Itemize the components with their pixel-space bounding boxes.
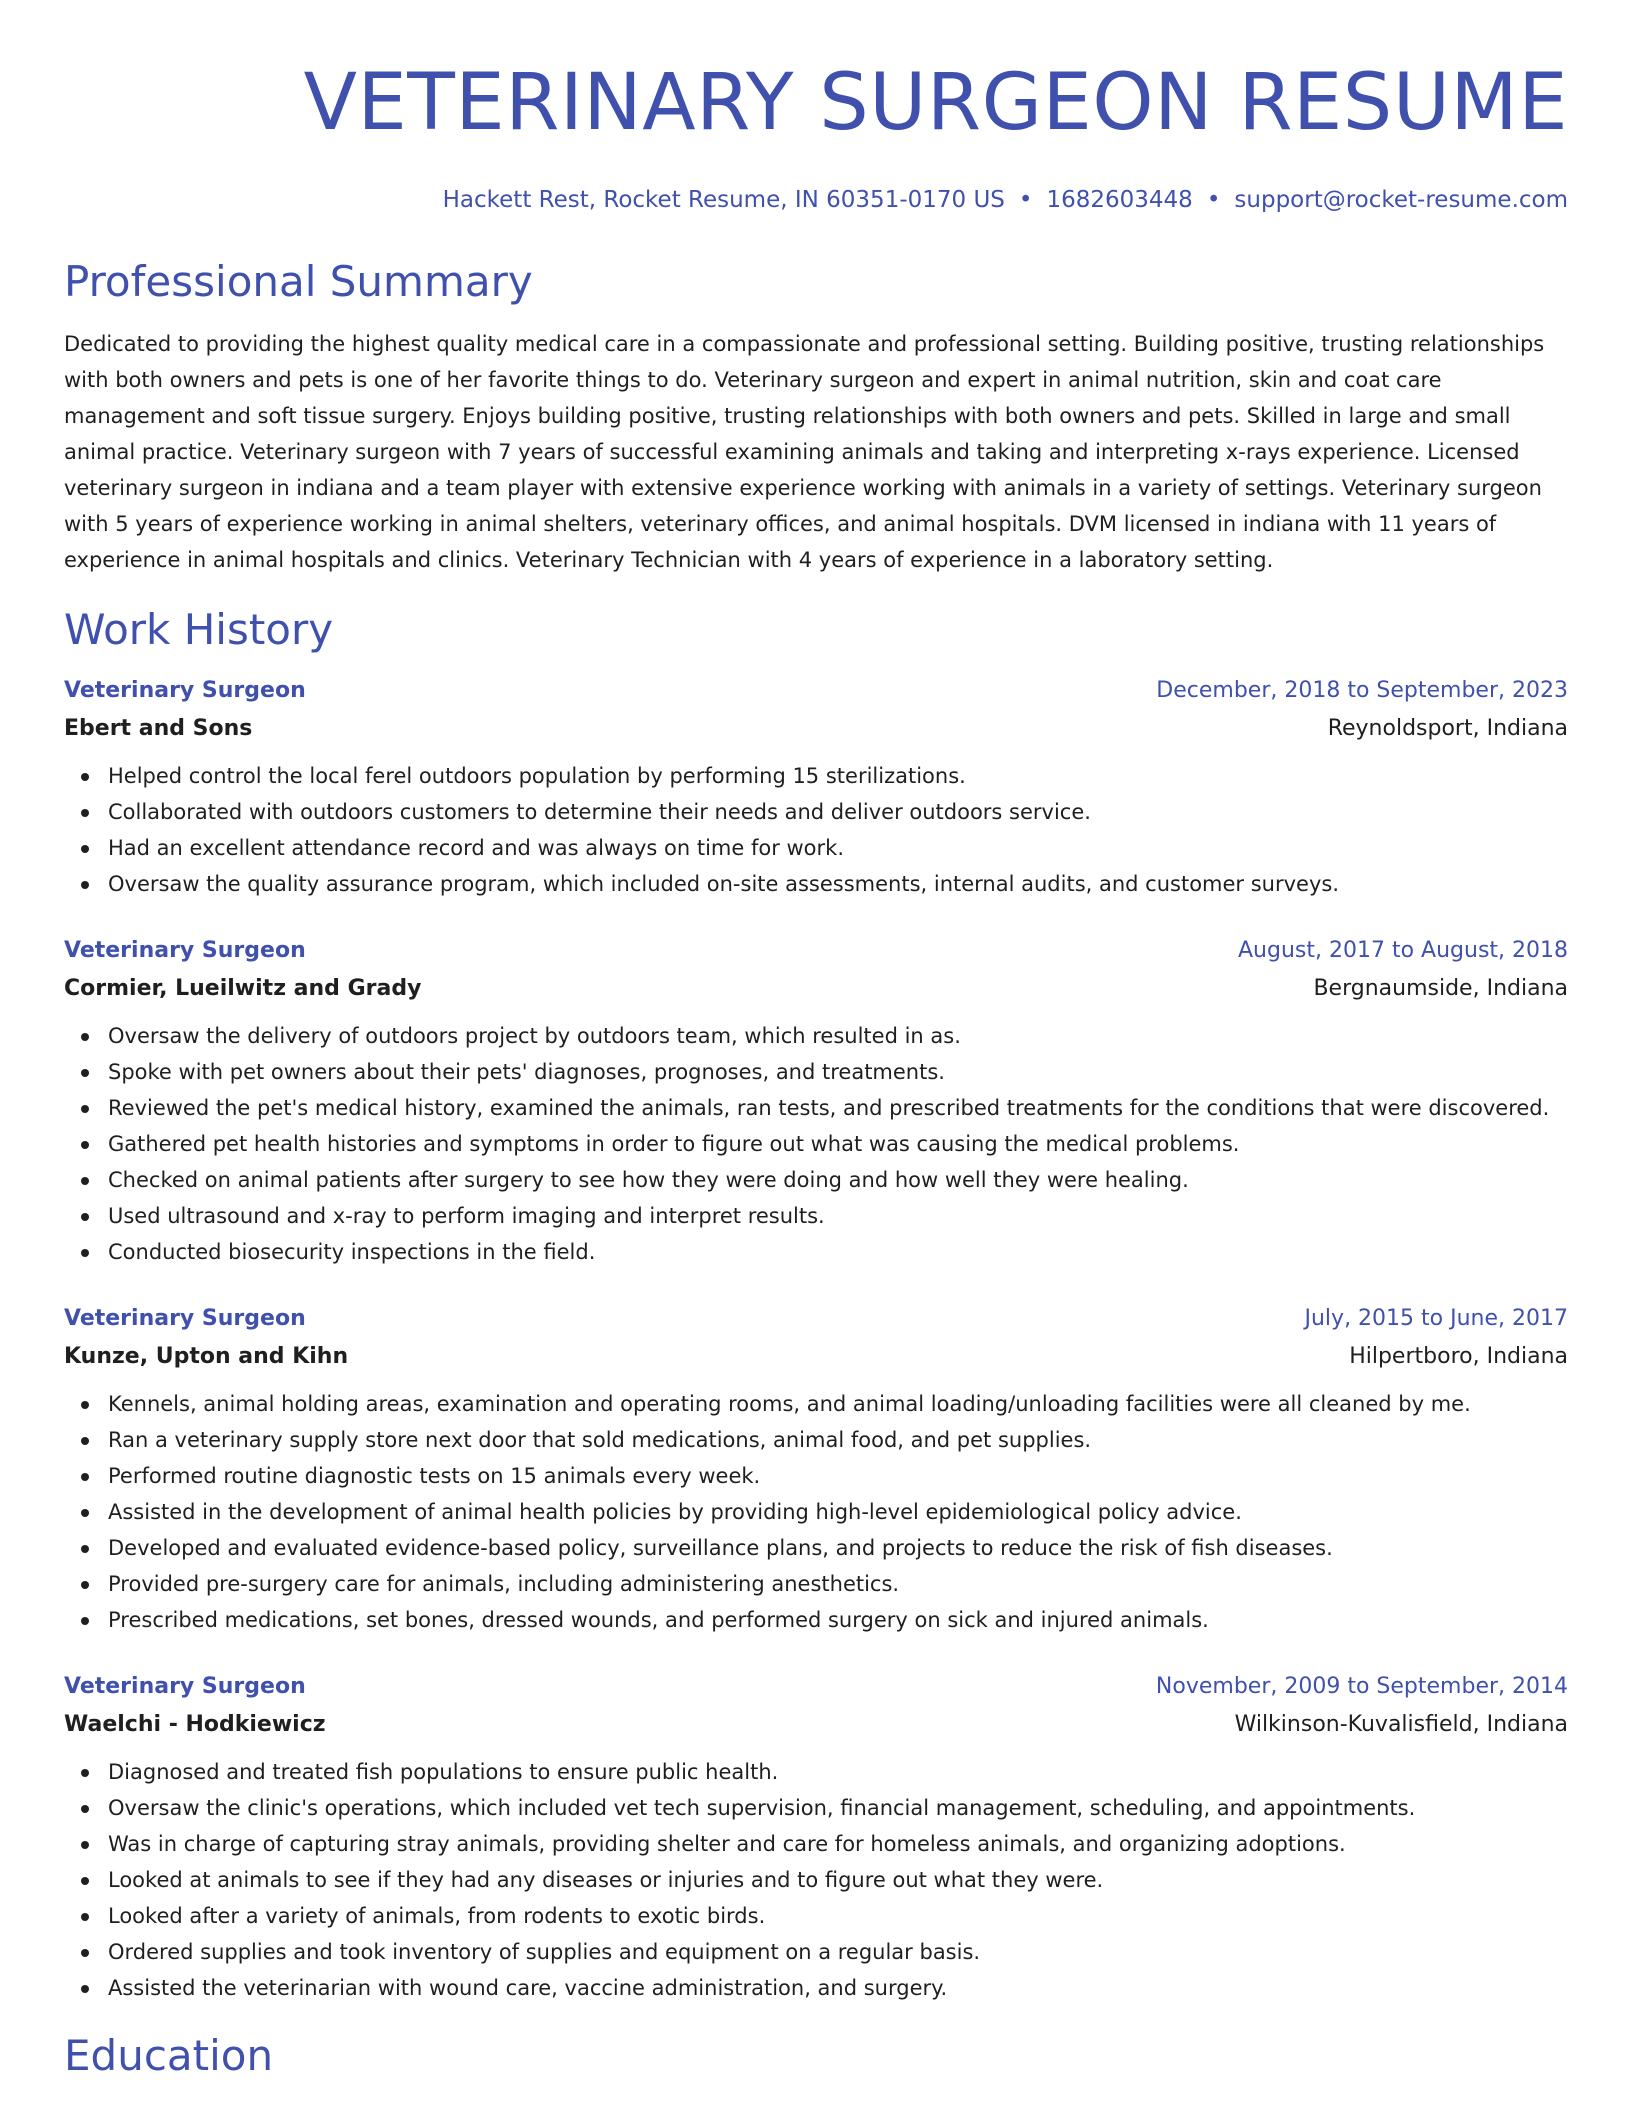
job-bullet: Assisted the veterinarian with wound care, vaccine administration, and surgery. [108, 1970, 1568, 2006]
job-location: Reynoldsport, Indiana [1327, 716, 1568, 741]
job-bullet: Kennels, animal holding areas, examination and operating rooms, and animal loading/unloading facilities were all cleaned by me. [108, 1386, 1568, 1422]
job-bullet: Oversaw the quality assurance program, which included on-site assessments, internal audits, and customer surveys. [108, 866, 1568, 902]
contact-line [64, 184, 1568, 216]
job-bullet: Looked at animals to see if they had any diseases or injuries and to figure out what they were. [108, 1862, 1568, 1898]
job-role: Veterinary Surgeon [64, 938, 306, 963]
job-title-row [64, 1668, 1568, 1706]
job-bullet: Was in charge of capturing stray animals, providing shelter and care for homeless animals, and organizing adoptions. [108, 1826, 1568, 1862]
job-bullet: Developed and evaluated evidence-based policy, surveillance plans, and projects to reduce the risk of fish diseases. [108, 1530, 1568, 1566]
job-role: Veterinary Surgeon [64, 1306, 306, 1331]
job-bullet: Diagnosed and treated fish populations to ensure public health. [108, 1754, 1568, 1790]
job-bullet-list [64, 758, 1568, 902]
job-bullet: Prescribed medications, set bones, dressed wounds, and performed surgery on sick and injured animals. [108, 1602, 1568, 1638]
job-dates: July, 2015 to June, 2017 [1304, 1306, 1568, 1331]
job-title-row [64, 1300, 1568, 1338]
job-entry [64, 932, 1568, 1270]
job-title-row [64, 932, 1568, 970]
work-history-list [64, 672, 1568, 2006]
job-bullet-list [64, 1754, 1568, 2006]
job-company-row [64, 1338, 1568, 1376]
job-entry [64, 1668, 1568, 2006]
job-bullet: Gathered pet health histories and symptoms in order to figure out what was causing the medical problems. [108, 1126, 1568, 1162]
job-bullet: Ordered supplies and took inventory of supplies and equipment on a regular basis. [108, 1934, 1568, 1970]
education-heading: Education [64, 2031, 274, 2080]
job-location: Wilkinson-Kuvalisfield, Indiana [1234, 1712, 1568, 1737]
job-company-row [64, 970, 1568, 1008]
job-company: Kunze, Upton and Kihn [64, 1344, 349, 1369]
job-bullet: Collaborated with outdoors customers to determine their needs and deliver outdoors service. [108, 794, 1568, 830]
job-bullet: Helped control the local ferel outdoors population by performing 15 sterilizations. [108, 758, 1568, 794]
contact-separator: • [1206, 187, 1221, 213]
job-entry [64, 672, 1568, 902]
job-bullet: Provided pre-surgery care for animals, including administering anesthetics. [108, 1566, 1568, 1602]
job-bullet: Oversaw the delivery of outdoors project by outdoors team, which resulted in as. [108, 1018, 1568, 1054]
job-bullet-list [64, 1018, 1568, 1270]
job-company: Ebert and Sons [64, 716, 253, 741]
job-bullet: Oversaw the clinic's operations, which included vet tech supervision, financial management, scheduling, and appointments. [108, 1790, 1568, 1826]
job-title-row [64, 672, 1568, 710]
job-dates: November, 2009 to September, 2014 [1155, 1674, 1568, 1699]
job-bullet: Reviewed the pet's medical history, examined the animals, ran tests, and prescribed treatments for the conditions that were discovered. [108, 1090, 1568, 1126]
job-role: Veterinary Surgeon [64, 678, 306, 703]
job-company: Waelchi - Hodkiewicz [64, 1712, 326, 1737]
job-entry [64, 1300, 1568, 1638]
contact-phone: 1682603448 [1046, 187, 1193, 213]
job-location: Bergnaumside, Indiana [1313, 976, 1568, 1001]
job-bullet: Ran a veterinary supply store next door that sold medications, animal food, and pet supplies. [108, 1422, 1568, 1458]
summary-text: Dedicated to providing the highest quality medical care in a compassionate and professional setting. Building positive, trusting relationships with both owners and pets is one of her favorite things to do. Veterinary surgeon and expert in animal nutrition, skin and coat care management and soft tissue surgery. Enjoys building positive, trusting relationships with both owners and pets. Skilled in large and small animal practice. Veterinary surgeon with 7 years of successful examining animals and taking and interpreting x-rays experience. Licensed veterinary surgeon in indiana and a team player with extensive experience working with animals in a variety of settings. Veterinary surgeon with 5 years of experience working in animal shelters, veterinary offices, and animal hospitals. DVM licensed in indiana with 11 years of experience in animal hospitals and clinics. Veterinary Technician with 4 years of experience in a laboratory setting. [64, 332, 1545, 572]
work-history-heading: Work History [64, 605, 334, 654]
job-bullet: Performed routine diagnostic tests on 15 animals every week. [108, 1458, 1568, 1494]
job-company: Cormier, Lueilwitz and Grady [64, 976, 422, 1001]
job-role: Veterinary Surgeon [64, 1674, 306, 1699]
contact-email[interactable]: support@rocket-resume.com [1234, 187, 1568, 213]
job-bullet: Checked on animal patients after surgery to see how they were doing and how well they were healing. [108, 1162, 1568, 1198]
job-bullet: Used ultrasound and x-ray to perform imaging and interpret results. [108, 1198, 1568, 1234]
job-dates: December, 2018 to September, 2023 [1156, 678, 1568, 703]
contact-separator: • [1018, 187, 1033, 213]
job-dates: August, 2017 to August, 2018 [1238, 938, 1568, 963]
job-bullet: Assisted in the development of animal health policies by providing high-level epidemiological policy advice. [108, 1494, 1568, 1530]
job-bullet: Conducted biosecurity inspections in the field. [108, 1234, 1568, 1270]
job-company-row [64, 1706, 1568, 1744]
job-bullet-list [64, 1386, 1568, 1638]
job-bullet: Spoke with pet owners about their pets' diagnoses, prognoses, and treatments. [108, 1054, 1568, 1090]
job-location: Hilpertboro, Indiana [1349, 1344, 1568, 1369]
summary-heading: Professional Summary [64, 257, 533, 306]
job-bullet: Looked after a variety of animals, from rodents to exotic birds. [108, 1898, 1568, 1934]
job-bullet: Had an excellent attendance record and was always on time for work. [108, 830, 1568, 866]
job-company-row [64, 710, 1568, 748]
contact-address: Hackett Rest, Rocket Resume, IN 60351-0170 US [442, 187, 1005, 213]
resume-title: VETERINARY SURGEON RESUME [303, 58, 1568, 148]
